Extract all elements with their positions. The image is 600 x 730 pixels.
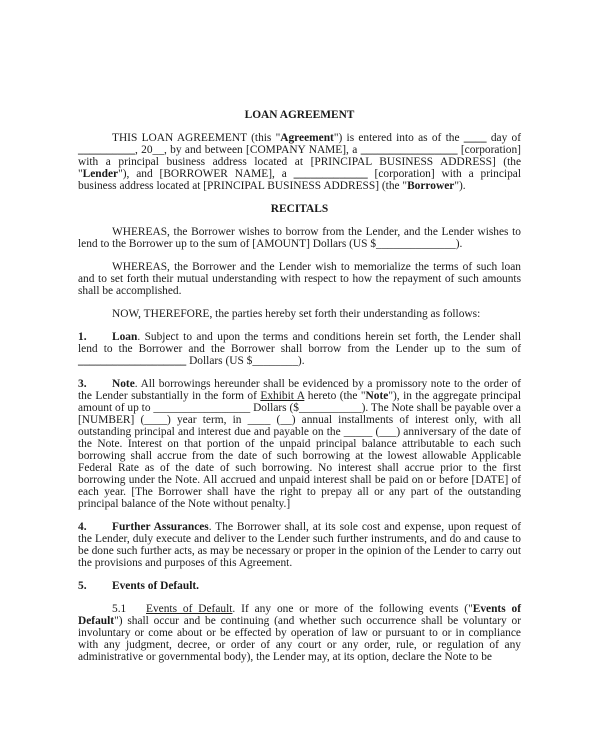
text-run: . Subject to and upon the terms and conditions herein set forth, the Lender shall lend to the Borrower and the Borrower shall borrow from the Lender up to the sum of (78, 331, 521, 355)
section-number: 1. (78, 331, 87, 343)
text-run: day of (486, 132, 522, 144)
section-number: 4. (78, 521, 87, 533)
section-1-loan (78, 331, 521, 367)
text-run: "), and [BORROWER NAME], a (118, 168, 294, 180)
text-run: . All borrowings hereunder shall be evidenced by a promissory note to the order of the Lender substantially in the form of (78, 378, 521, 402)
text-run: Dollars (US $________). (186, 355, 305, 367)
text-run: THIS LOAN AGREEMENT (this " (112, 132, 281, 144)
text-run: ") is entered into as of the (333, 132, 464, 144)
bold-term: Borrower (407, 180, 455, 192)
bold-term: _________________ (360, 144, 458, 156)
bold-term: ____ (463, 132, 487, 144)
text-run: ") shall occur and be continuing (and whether such occurrence shall be voluntary or involuntary or come about or be effected by operation of law or pursuant to or in compliance with any judgment, decree, or order of any court or any order, rule, or regulation of any administrative or governmental body), the Lender may, at its option, declare the Note to be (78, 615, 521, 663)
text-run: [corporation] with a principal business address located at [PRINCIPAL BUSINESS ADDRESS] (the " (78, 144, 521, 180)
section-5-1-events-of-default (78, 603, 521, 663)
subsection-number: 5.1 (112, 603, 127, 615)
bold-term: Note (365, 390, 389, 402)
section-4-further-assurances (78, 521, 521, 569)
bold-term: ___________________ (78, 355, 187, 367)
section-number: 3. (78, 378, 87, 390)
paragraph-whereas-2 (78, 261, 521, 297)
text-run: "). (454, 180, 466, 192)
paragraph-now-therefore (78, 308, 521, 320)
paragraph-intro (78, 132, 521, 192)
bold-term: Lender (82, 168, 119, 180)
text-run: . If any one or more of the following events (" (232, 603, 473, 615)
section-number: 5. (78, 580, 87, 592)
bold-term: Agreement (280, 132, 334, 144)
bold-term: Further Assurances (112, 521, 209, 533)
recitals-heading: RECITALS (270, 203, 329, 215)
bold-term: Loan (112, 331, 138, 343)
text-run: [corporation] with a principal business address located at [PRINCIPAL BUSINESS ADDRESS] (the " (78, 168, 521, 192)
section-5-events-of-default (78, 580, 521, 592)
text-run: WHEREAS, the Borrower and the Lender wish to memorialize the terms of such loan and to set forth their mutual understanding with respect to how the repayment of such amounts shall be accomplished. (78, 261, 521, 297)
paragraph-whereas-1 (78, 226, 521, 250)
bold-term: __________ (78, 144, 135, 156)
text-run: WHEREAS, the Borrower wishes to borrow from the Lender, and the Lender wishes to lend to the Borrower up to the sum of [AMOUNT] Dollars (US $______________). (78, 226, 521, 250)
text-run: "), in the aggregate principal amount of up to _________________ Dollars ($___________). The Note shall be payable over a [NUMBER] (____) year term, in ____ (__) annual installments of interest only, with all outstanding principal and interest due and payable on the _____ (___) anniversary of the date of the Note. Interest on that portion of the unpaid principal balance attributable to each such borrowing shall accrue from the date of such borrowing at the lowest allowable Applicable Federal Rate as of the date of such borrowing. No interest shall accrue prior to the first borrowing under the Note. All accrued and unpaid interest shall be paid on or before [DATE] of each year. [The Borrower shall have the right to prepay all or any part of the outstanding principal balance of the Note without penalty.] (78, 390, 521, 510)
text-run: , 20__, by and between [COMPANY NAME], a (134, 144, 361, 156)
text-run: NOW, THEREFORE, the parties hereby set forth their understanding as follows: (112, 308, 481, 320)
bold-term: Note (112, 378, 135, 390)
bold-term: Events of Default. (112, 580, 200, 592)
text-run: . The Borrower shall, at its sole cost and expense, upon request of the Lender, duly execute and deliver to the Lender such further instruments, and do and cause to be done such further acts, as may be necessary or proper in the opinion of the Lender to carry out the provisions and purposes of this Agreement. (78, 521, 521, 569)
text-run: hereto (the " (304, 390, 366, 402)
bold-term: Events of Default (78, 603, 522, 627)
underlined-term: Exhibit A (260, 390, 305, 402)
section-3-note (78, 378, 521, 510)
document-title: LOAN AGREEMENT (244, 109, 355, 121)
bold-term: _____________ (293, 168, 368, 180)
underlined-term: Events of Default (146, 603, 233, 615)
